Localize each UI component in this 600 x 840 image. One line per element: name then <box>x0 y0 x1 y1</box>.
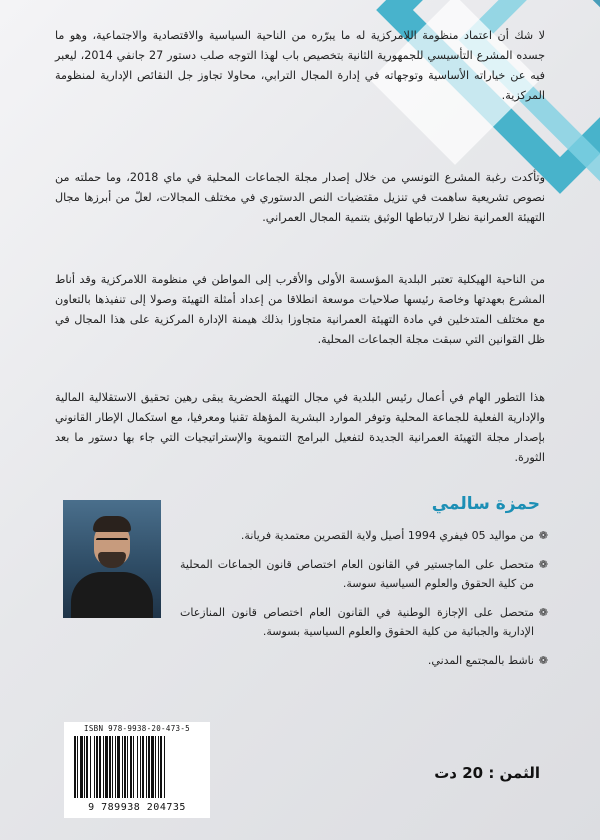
blurb-paragraph-2: وتأكدت رغبة المشرع التونسي من خلال إصدار مجلة الجماعات المحلية في ماي 2018، وما حملته من نصوص تشريعية ساهمت في تنزيل مقتضيات النص الدستوري في مختلف المجالات، لعلّ من أبرزها مجال التهيئة العمرانية نظرا لارتباطها الوثيق بتنمية المجال العمراني. <box>55 171 545 224</box>
blurb-paragraph-3: من الناحية الهيكلية تعتبر البلدية المؤسسة الأولى والأقرب إلى المواطن في منظومة اللامركزية وقد أناط المشرع بعهدتها وخاصة رئيسها صلاحيات موسعة انطلاقا من إعداد أمثلة التهيئة وصولا إلى تنفيذها بالتعاون مع مختلف المتدخلين في مادة التهيئة العمرانية متجاوزا بذلك هيمنة الإدارة المركزية على هذا المجال في ظل القوانين التي سبقت مجلة الجماعات المحلية. <box>55 273 545 346</box>
barcode-bar <box>84 736 85 798</box>
barcode-bar <box>115 736 116 798</box>
isbn-label: ISBN 978-9938-20-473-5 <box>84 724 190 733</box>
barcode-bar <box>148 736 150 798</box>
barcode-bar <box>127 736 128 798</box>
barcode-bar <box>112 736 113 798</box>
bio-item-text: من مواليد 05 فيفري 1994 أصيل ولاية القصرين معتمدية فريانة. <box>240 529 534 542</box>
barcode-bar <box>140 736 141 798</box>
flower-bullet-icon: ❁ <box>538 654 548 667</box>
barcode-bar <box>142 736 144 798</box>
barcode-bar <box>105 736 108 798</box>
bio-item-text: متحصل على الماجستير في القانون العام اختصاص قانون الجماعات المحلية من كلية الحقوق والعلوم السياسية سوسة. <box>180 558 534 590</box>
blurb-paragraph-1: لا شك أن اعتماد منظومة اللامركزية له ما يبرّره من الناحية السياسية والاقتصادية والاجتماعية، وهو ما جسده المشرع التأسيسي للجمهورية الثانية بتخصيص باب لهذا التوجه صلب دستور 27 جانفي 2014، ليعبر فيه عن خياراته الأساسية وتوجهاته في إدارة المجال الترابي، محاولا تجاوز جل النقائص الإدارية لمنظومة المركزية. <box>55 29 545 102</box>
barcode-bar <box>99 736 101 798</box>
barcode-bar <box>96 736 98 798</box>
barcode-bar <box>137 736 138 798</box>
photo-glasses-shape <box>96 538 128 546</box>
flower-bullet-icon: ❁ <box>538 558 548 571</box>
barcode-bar <box>130 736 132 798</box>
barcode-bar <box>155 736 156 798</box>
bio-item <box>180 555 548 593</box>
flower-bullet-icon: ❁ <box>538 529 548 542</box>
barcode-bar <box>151 736 154 798</box>
barcode-bar <box>124 736 126 798</box>
photo-body-shape <box>71 572 153 618</box>
barcode-bar <box>160 736 162 798</box>
barcode-bar <box>117 736 120 798</box>
photo-beard-shape <box>98 552 126 568</box>
barcode-bar <box>77 736 78 798</box>
price-label: الثمن : 20 دت <box>434 764 540 782</box>
isbn-barcode <box>64 722 210 818</box>
barcode-bar <box>90 736 91 798</box>
isbn-digits: 9 789938 204735 <box>88 802 186 813</box>
barcode-bar <box>109 736 111 798</box>
bio-item <box>180 526 548 545</box>
barcode-bar <box>80 736 83 798</box>
bio-item-text: متحصل على الإجازة الوطنية في القانون العام اختصاص قانون المنازعات الإدارية والجبائية من كلية الحقوق والعلوم السياسية بسوسة. <box>180 606 534 638</box>
bio-item-text: ناشط بالمجتمع المدني. <box>427 654 534 667</box>
author-photo <box>63 500 161 618</box>
flower-bullet-icon: ❁ <box>538 606 548 619</box>
blurb-paragraph-4: هذا التطور الهام في أعمال رئيس البلدية في مجال التهيئة الحضرية يبقى رهين تحقيق الاستقلالية المالية والإدارية الفعلية للجماعة المحلية وتوفر الموارد البشرية المؤهلة تقنيا ومعرفيا، مع استكمال الإطار القانوني بإصدار مجلة التهيئة العمرانية الجديدة لتفعيل البرامج التنموية والإستراتيجيات التي جاء بها دستور ما بعد الثورة. <box>55 391 545 464</box>
barcode-bar <box>133 736 134 798</box>
barcode-bar <box>74 736 76 798</box>
photo-hair-shape <box>93 516 131 532</box>
bio-item <box>180 651 548 670</box>
bio-item <box>180 603 548 641</box>
barcode-bar <box>146 736 147 798</box>
barcode-bar <box>86 736 88 798</box>
barcode-bar <box>94 736 95 798</box>
barcode-bar <box>158 736 159 798</box>
barcode-bars <box>72 736 202 800</box>
author-bio-list <box>180 526 548 680</box>
author-name: حمزة سالمي <box>431 494 540 514</box>
barcode-bar <box>164 736 165 798</box>
barcode-bar <box>122 736 123 798</box>
barcode-bar <box>103 736 104 798</box>
